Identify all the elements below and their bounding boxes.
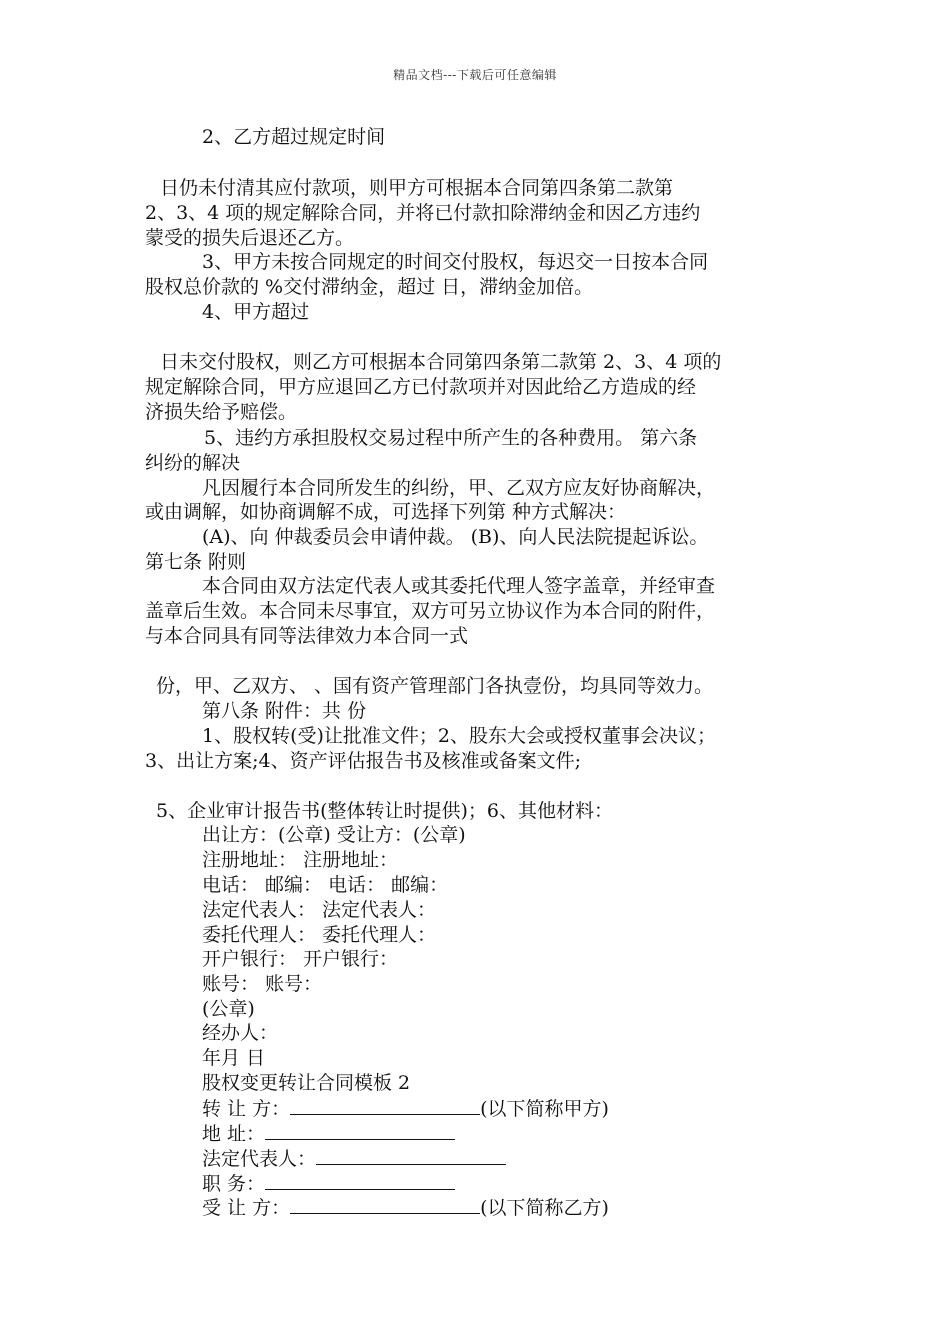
text-line: (A)、向 仲裁委员会申请仲裁。 (B)、向人民法院提起诉讼。: [202, 526, 709, 548]
text-line: 2、3、4 项的规定解除合同，并将已付款扣除滞纳金和因乙方违约: [145, 202, 701, 224]
text-line: 与本合同具有同等法律效力本合同一式: [145, 625, 469, 647]
text-line: 5、企业审计报告书(整体转让时提供)；6、其他材料：: [156, 800, 614, 822]
text-line: 济损失给予赔偿。: [145, 401, 298, 423]
position-row: [202, 1171, 455, 1196]
text-line: 3、甲方未按合同规定的时间交付股权，每迟交一日按本合同: [202, 251, 709, 273]
transferor-row: [202, 1096, 609, 1121]
text-line: 份，甲、乙双方、 、国有资产管理部门各执壹份，均具同等效力。: [156, 675, 714, 697]
text-line: 注册地址： 注册地址：: [202, 849, 399, 871]
text-line: 电话： 邮编： 电话： 邮编：: [202, 874, 449, 896]
transferee-row: [202, 1195, 609, 1220]
text-line: 纠纷的解决: [145, 452, 241, 474]
text-line: 4、甲方超过: [202, 301, 310, 323]
text-line: 3、出让方案;4、资产评估报告书及核准或备案文件;: [145, 750, 581, 772]
address-blank[interactable]: [265, 1121, 455, 1140]
page-header: 精品文档---下载后可任意编辑: [393, 68, 557, 82]
position-label: 职 务：: [202, 1173, 266, 1195]
text-line: 委托代理人： 委托代理人：: [202, 924, 437, 946]
text-line: 法定代表人： 法定代表人：: [202, 899, 437, 921]
legal-rep-blank[interactable]: [316, 1146, 506, 1165]
text-line: 年月 日: [202, 1047, 266, 1069]
text-line: 第七条 附则: [145, 551, 247, 573]
text-line: 出让方：(公章) 受让方：(公章): [202, 824, 466, 846]
text-line: 日未交付股权，则乙方可根据本合同第四条第二款第 2、3、4 项的: [160, 351, 722, 373]
text-line: 日仍未付清其应付款项，则甲方可根据本合同第四条第二款第: [160, 177, 674, 199]
text-line: 5、违约方承担股权交易过程中所产生的各种费用。 第六条: [204, 427, 698, 449]
transferor-blank[interactable]: [290, 1096, 480, 1115]
transferee-label: 受 让 方：: [202, 1197, 291, 1219]
text-line: 股权变更转让合同模板 2: [202, 1072, 411, 1094]
text-line: 股权总价款的 %交付滞纳金，超过 日，滞纳金加倍。: [145, 276, 594, 298]
text-line: 或由调解，如协商调解不成，可选择下列第 种方式解决：: [145, 501, 627, 523]
text-line: 蒙受的损失后退还乙方。: [145, 227, 355, 249]
text-line: 本合同由双方法定代表人或其委托代理人签字盖章，并经审查: [202, 575, 716, 597]
text-line: 第八条 附件：共 份: [202, 700, 367, 722]
transferee-blank[interactable]: [290, 1195, 480, 1214]
text-line: 规定解除合同，甲方应退回乙方已付款项并对因此给乙方造成的经: [145, 376, 697, 398]
text-line: 2、乙方超过规定时间: [202, 126, 386, 148]
text-line: 开户银行： 开户银行：: [202, 948, 399, 970]
text-line: 账号： 账号：: [202, 973, 323, 995]
legal-rep-label: 法定代表人：: [202, 1148, 317, 1170]
text-line: 1、股权转(受)让批准文件；2、股东大会或授权董事会决议；: [202, 725, 717, 747]
transferee-suffix: (以下简称乙方): [480, 1197, 609, 1219]
address-row: [202, 1121, 455, 1146]
legal-rep-row: [202, 1146, 506, 1171]
position-blank[interactable]: [265, 1171, 455, 1190]
text-line: 经办人：: [202, 1022, 279, 1044]
text-line: (公章): [202, 998, 255, 1020]
text-line: 盖章后生效。本合同未尽事宜，双方可另立协议作为本合同的附件，: [145, 600, 716, 622]
transferor-suffix: (以下简称甲方): [480, 1098, 609, 1120]
address-label: 地 址：: [202, 1123, 266, 1145]
text-line: 凡因履行本合同所发生的纠纷，甲、乙双方应友好协商解决，: [202, 477, 716, 499]
transferor-label: 转 让 方：: [202, 1098, 291, 1120]
